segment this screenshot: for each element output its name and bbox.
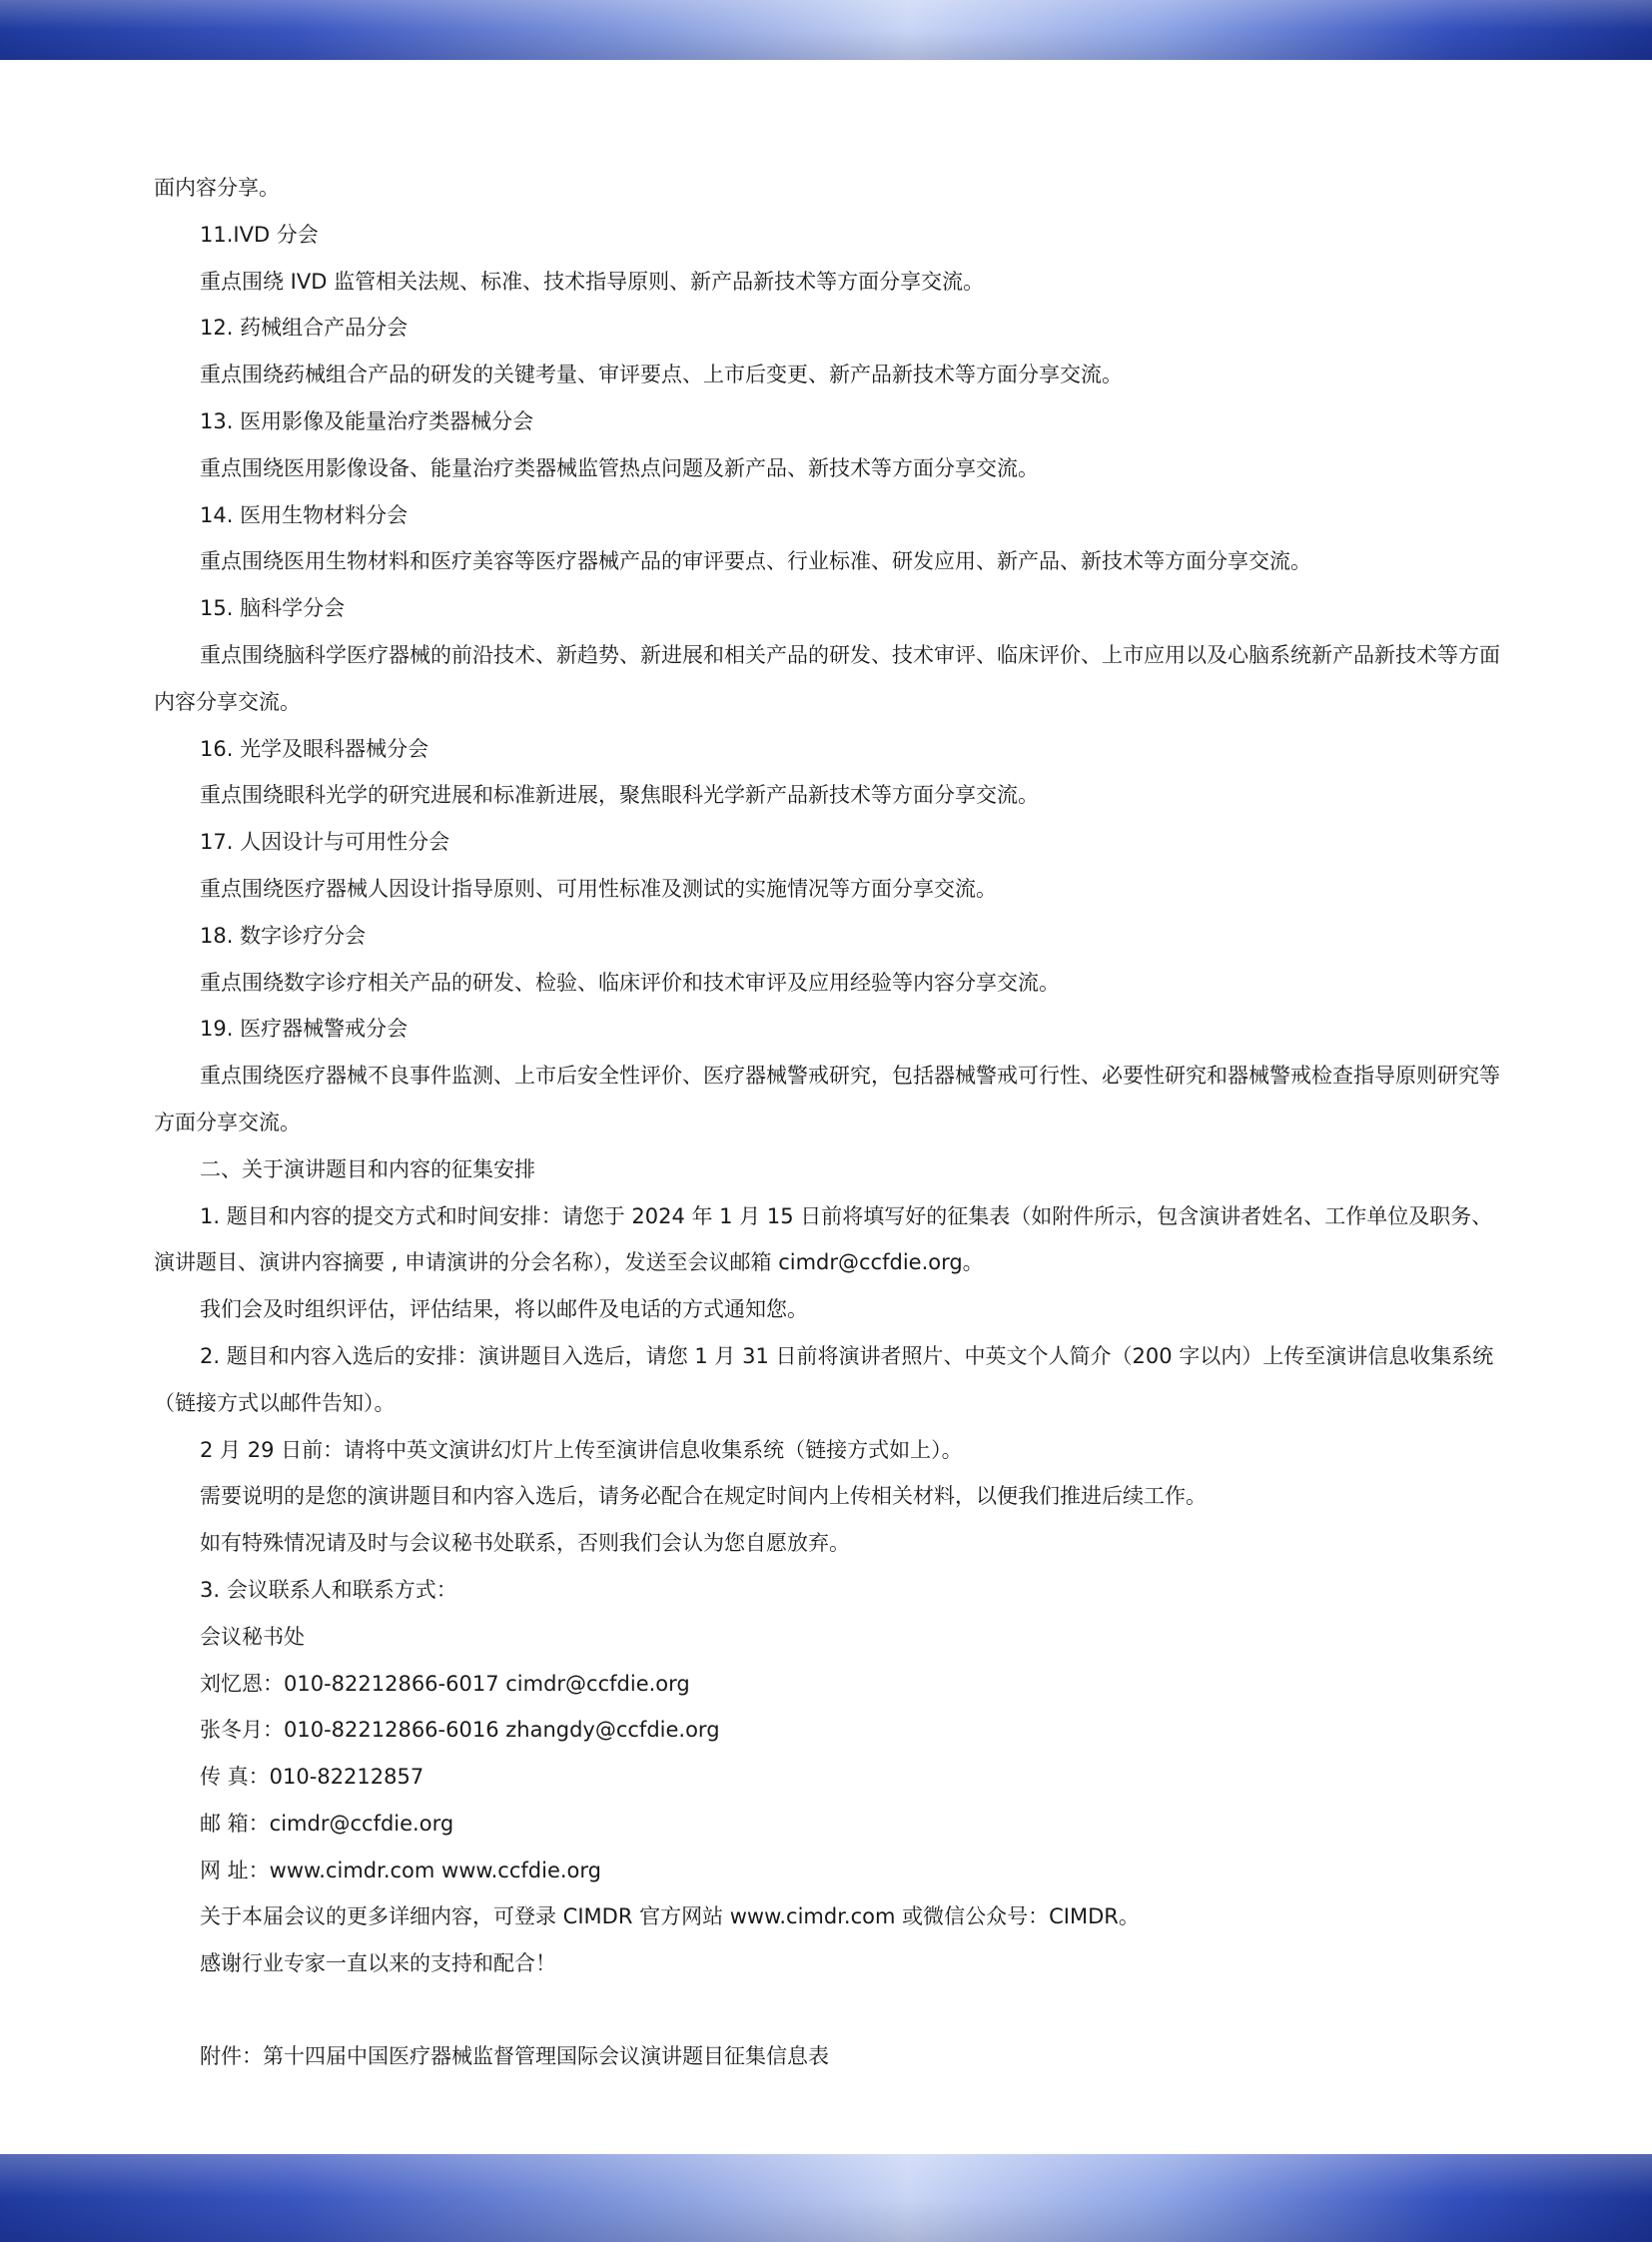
paragraph: 重点围绕医用影像设备、能量治疗类器械监管热点问题及新产品、新技术等方面分享交流。 <box>200 455 1039 480</box>
attachment-note: 附件：第十四届中国医疗器械监督管理国际会议演讲题目征集信息表 <box>200 2044 829 2069</box>
paragraph: 面内容分享。 <box>154 176 280 200</box>
section-heading: 14. 医用生物材料分会 <box>200 502 409 527</box>
paragraph: 我们会及时组织评估，评估结果，将以邮件及电话的方式通知您。 <box>200 1297 808 1322</box>
contact-line: 网 址：www.cimdr.com www.ccfdie.org <box>200 1858 601 1882</box>
contact-line: 邮 箱：cimdr@ccfdie.org <box>200 1811 454 1836</box>
paragraph: 2. 题目和内容入选后的安排：演讲题目入选后，请您 1 月 31 日前将演讲者照片、中英文个人简介（200 字以内）上传至演讲信息收集系统（链接方式以邮件告知）。 <box>154 1343 1494 1415</box>
section-heading: 3. 会议联系人和联系方式： <box>200 1577 457 1602</box>
paragraph: 重点围绕 IVD 监管相关法规、标准、技术指导原则、新产品新技术等方面分享交流。 <box>200 269 985 294</box>
paragraph: 1. 题目和内容的提交方式和时间安排：请您于 2024 年 1 月 15 日前将填写好的征集表（如附件所示，包含演讲者姓名、工作单位及职务、演讲题目、演讲内容摘要 , 申请演讲的分会名称），发送至会议邮箱 cimdr@ccfdie.org。 <box>154 1203 1493 1275</box>
paragraph: 重点围绕数字诊疗相关产品的研发、检验、临床评价和技术审评及应用经验等内容分享交流。 <box>200 970 1060 995</box>
contact-line: 传 真：010-82212857 <box>200 1765 424 1790</box>
spacer <box>154 1987 1502 2033</box>
contact-line: 张冬月：010-82212866-6016 zhangdy@ccfdie.org <box>200 1718 720 1743</box>
paragraph: 重点围绕医疗器械人因设计指导原则、可用性标准及测试的实施情况等方面分享交流。 <box>200 876 997 901</box>
section-heading: 19. 医疗器械警戒分会 <box>200 1017 409 1042</box>
section-heading: 15. 脑科学分会 <box>200 596 346 621</box>
paragraph: 重点围绕眼科光学的研究进展和标准新进展，聚焦眼科光学新产品新技术等方面分享交流。 <box>200 783 1039 808</box>
section-heading: 17. 人因设计与可用性分会 <box>200 830 450 855</box>
section-heading: 18. 数字诊疗分会 <box>200 923 367 948</box>
contact-line: 会议秘书处 <box>200 1624 305 1649</box>
paragraph: 重点围绕医用生物材料和医疗美容等医疗器械产品的审评要点、行业标准、研发应用、新产品、新技术等方面分享交流。 <box>200 549 1311 574</box>
contact-line: 刘忆恩：010-82212866-6017 cimdr@ccfdie.org <box>200 1671 690 1696</box>
paragraph: 如有特殊情况请及时与会议秘书处联系，否则我们会认为您自愿放弃。 <box>200 1531 850 1556</box>
section-heading: 13. 医用影像及能量治疗类器械分会 <box>200 408 534 433</box>
section-heading: 12. 药械组合产品分会 <box>200 316 409 341</box>
section-heading: 11.IVD 分会 <box>200 222 319 247</box>
section-heading: 16. 光学及眼科器械分会 <box>200 736 429 761</box>
document-body <box>154 165 1502 2080</box>
paragraph: 重点围绕药械组合产品的研发的关键考量、审评要点、上市后变更、新产品新技术等方面分享交流。 <box>200 363 1123 387</box>
paragraph: 重点围绕脑科学医疗器械的前沿技术、新趋势、新进展和相关产品的研发、技术审评、临床评价、上市应用以及心脑系统新产品新技术等方面内容分享交流。 <box>154 642 1500 714</box>
section-heading: 二、关于演讲题目和内容的征集安排 <box>200 1156 535 1181</box>
header-band <box>0 0 1652 60</box>
paragraph: 需要说明的是您的演讲题目和内容入选后，请务必配合在规定时间内上传相关材料，以便我们推进后续工作。 <box>200 1484 1207 1509</box>
paragraph: 感谢行业专家一直以来的支持和配合！ <box>200 1951 556 1976</box>
footer-band <box>0 2154 1652 2242</box>
paragraph: 关于本届会议的更多详细内容，可登录 CIMDR 官方网站 www.cimdr.com 或微信公众号：CIMDR。 <box>200 1904 1140 1929</box>
paragraph: 重点围绕医疗器械不良事件监测、上市后安全性评价、医疗器械警戒研究，包括器械警戒可行性、必要性研究和器械警戒检查指导原则研究等方面分享交流。 <box>154 1064 1500 1134</box>
paragraph: 2 月 29 日前：请将中英文演讲幻灯片上传至演讲信息收集系统（链接方式如上）。 <box>200 1437 963 1462</box>
